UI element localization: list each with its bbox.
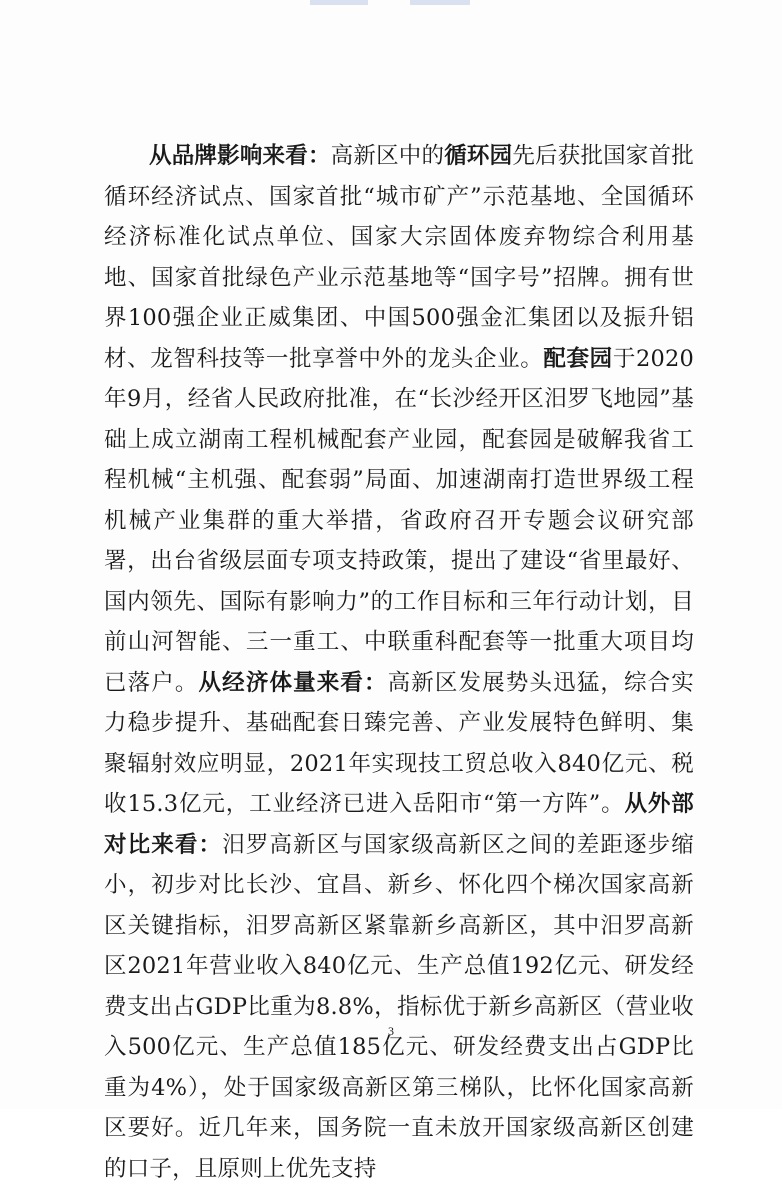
paragraph-text: 于2020年9月，经省人民政府批准，在“长沙经开区汨罗飞地园”基础上成立湖南工程机械配套产业园，配套园是破解我省工程机械“主机强、配套弱”局面、加速湖南打造世界级工程机械产业集群的重大举措，省政府召开专题会议研究部署，出台省级层面专项支持政策，提出了建设“省里最好、国内领先、国际有影响力”的工作目标和三年行动计划，目前山河智能、三一重工、中联重科配套等一批重大项目均已落户。	[104, 345, 695, 696]
header-mark	[310, 0, 368, 5]
paragraph-text: 高新区发展势头迅猛，综合实力稳步提升、基础配套日臻完善、产业发展特色鲜明、集聚辐射效应明显，2021年实现技工贸总收入840亿元、税收15.3亿元，工业经济已进入岳阳市“第一方阵”。	[104, 669, 694, 817]
paragraph-text: 汨罗高新区与国家级高新区之间的差距逐步缩小，初步对比长沙、宜昌、新乡、怀化四个梯次国家高新区关键指标，汨罗高新区紧靠新乡高新区，其中汨罗高新区2021年营业收入840亿元、生产总值192亿元、研发经费支出占GDP比重为8.8%，指标优于新乡高新区（营业收入500亿元、生产总值185亿元、研发经费支出占GDP比重为4%），处于国家级高新区第三梯队，比怀化国家高新区要好。近几年来，国务院一直未放开国家级高新区创建的口子，且原则上优先支持	[104, 831, 694, 1182]
term-circular-park: 循环园	[444, 143, 513, 169]
paragraph-text: 高新区中的	[330, 143, 445, 169]
page-number: 3	[388, 1024, 394, 1038]
header-mark	[410, 0, 470, 5]
header-scan-marks	[300, 0, 500, 14]
term-supporting-park: 配套园	[543, 345, 613, 372]
heading-external-comparison: 从外部对比来看：	[104, 791, 694, 858]
paragraph-text: 先后获批国家首批循环经济试点、国家首批“城市矿产”示范基地、全国循环经济标准化试点单位、国家大宗固体废弃物综合利用基地、国家首批绿色产业示范基地等“国字号”招牌。拥有世界100强企业正威集团、中国500强金汇集团以及振升铝材、龙智科技等一批享誉中外的龙头企业。	[104, 143, 694, 372]
heading-brand-influence: 从品牌影响来看：	[149, 143, 331, 169]
heading-economic-scale: 从经济体量来看：	[198, 669, 388, 696]
